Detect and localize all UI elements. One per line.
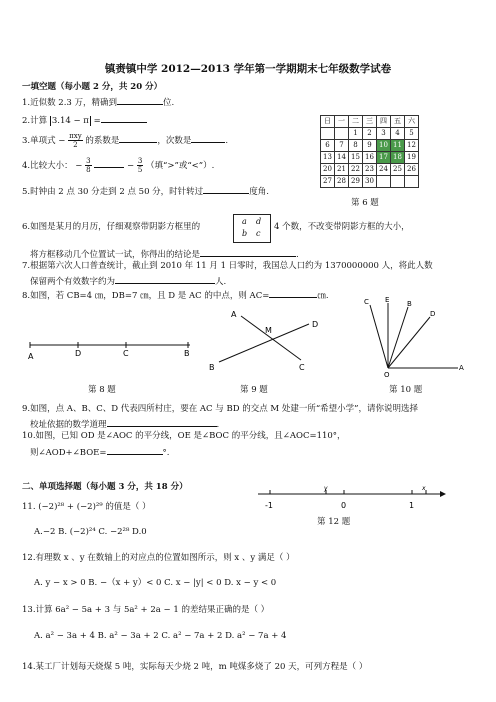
fig9-segment-ac <box>241 316 301 360</box>
calendar-table <box>320 115 419 188</box>
fig10-ray-ob <box>388 307 408 368</box>
q9-text: 校址依据的数学道理 <box>30 420 107 430</box>
fig9-label-a: A <box>231 310 237 319</box>
question-2 <box>22 113 147 127</box>
fig8-label-c: C <box>123 349 129 358</box>
calendar-row <box>321 176 419 188</box>
exam-title: 镇赉镇中学 2012—2013 学年第一学期期末七年级数学试卷 <box>104 63 392 75</box>
question-14-stem: 14.某工厂计划每天烧煤 5 吨，实际每天少烧 2 吨，m 吨煤多烧了 20 天，可列方程是（ ） <box>22 662 368 672</box>
q3-fraction-num: πxy <box>69 132 82 140</box>
fig10-label-e: E <box>385 296 390 304</box>
q4-answer-blank[interactable] <box>94 158 124 168</box>
calendar-row <box>321 128 419 140</box>
q3-fraction <box>68 132 83 149</box>
calendar-cell: 9 <box>363 140 377 152</box>
q10-text: 则∠AOD+∠BOE= <box>30 448 107 458</box>
question-10-line2 <box>30 445 169 459</box>
figure-8 <box>26 335 196 363</box>
q7-text: 保留两个有效数字约为 <box>30 277 116 287</box>
question-8 <box>22 288 329 302</box>
q6-box-b: b <box>242 229 248 238</box>
fig10-ray-oc <box>370 305 388 368</box>
fig9-label-b: B <box>209 363 215 372</box>
question-7-line1: 7.根据第六次人口普查统计，截止到 2010 年 11 月 1 日零时，我国总人口约为 1370000000 人，将此人数 <box>22 261 433 271</box>
fig9-label-c: C <box>299 363 305 372</box>
calendar-cell: 3 <box>377 128 391 140</box>
q4-f2-num: 3 <box>137 157 143 165</box>
calendar-head-cell: 四 <box>377 116 391 128</box>
fig10-label-d: D <box>430 310 436 318</box>
q6-box <box>233 214 271 243</box>
calendar-cell-shaded: 18 <box>391 152 405 164</box>
q6-box-c: c <box>256 229 261 238</box>
label-0: 0 <box>341 501 347 510</box>
q3-fraction-den: 2 <box>73 141 78 149</box>
section-single-choice: 二、单项选择题（每小题 3 分，共 18 分） <box>22 482 188 492</box>
figure-10 <box>360 295 470 380</box>
calendar-cell: 28 <box>335 176 349 188</box>
calendar-cell: 25 <box>391 164 405 176</box>
calendar-row <box>321 140 419 152</box>
q2-answer-blank[interactable] <box>101 113 147 123</box>
calendar-head-cell: 五 <box>391 116 405 128</box>
calendar-cell: 19 <box>405 152 419 164</box>
calendar-cell: 29 <box>349 176 363 188</box>
calendar-cell-shaded: 17 <box>377 152 391 164</box>
q10-end: °. <box>162 448 170 458</box>
calendar-head-cell: 六 <box>405 116 419 128</box>
fig10-label-b: B <box>407 300 412 308</box>
question-11-options[interactable]: A.−2 B. (−2)²⁴ C. −2²⁸ D.0 <box>34 527 147 537</box>
question-12-stem: 12.有理数 x 、y 在数轴上的对应点的位置如图所示，则 x 、y 满足（ ） <box>22 553 295 563</box>
q6-box-d: d <box>256 217 262 226</box>
calendar-cell: 4 <box>391 128 405 140</box>
section-fill-blank: 一填空题（每小题 2 分，共 20 分） <box>22 82 163 92</box>
q3-degree-blank[interactable] <box>191 133 225 143</box>
calendar-cell <box>335 128 349 140</box>
question-5 <box>22 184 269 198</box>
calendar-cell: 1 <box>349 128 363 140</box>
q4-f2-den: 5 <box>137 166 143 174</box>
calendar-cell: 22 <box>349 164 363 176</box>
calendar-cell <box>321 128 335 140</box>
question-11-stem: 11. (−2)²⁸ + (−2)²⁹ 的值是（ ） <box>22 502 151 512</box>
calendar-cell: 5 <box>405 128 419 140</box>
calendar-cell: 13 <box>321 152 335 164</box>
q9-end: . <box>216 420 220 430</box>
calendar-cell <box>405 176 419 188</box>
fig10-label-c: C <box>364 298 369 306</box>
calendar-cell-shaded: 11 <box>391 140 405 152</box>
calendar-cell-shaded: 10 <box>377 140 391 152</box>
q7-end: 人. <box>215 277 227 287</box>
fig9-caption: 第 9 题 <box>240 385 268 395</box>
fig8-caption: 第 8 题 <box>88 385 116 395</box>
q8-end: ㎝. <box>317 291 329 301</box>
question-4 <box>22 157 214 174</box>
q8-answer-blank[interactable] <box>269 288 317 298</box>
calendar-cell: 30 <box>363 176 377 188</box>
fig10-label-a: A <box>459 364 464 372</box>
q6-text: 将方框移动几个位置试一试，你得出的结论是 <box>30 250 201 260</box>
calendar-cell: 6 <box>321 140 335 152</box>
q5-answer-blank[interactable] <box>203 184 249 194</box>
fig8-label-a: A <box>28 352 34 361</box>
calendar-head-cell: 三 <box>363 116 377 128</box>
question-6-line1: 6.如图是某月的月历，仔细观察带阴影方框里的 <box>22 222 201 232</box>
q2-eq: = <box>93 116 101 126</box>
question-7-line2 <box>30 274 226 288</box>
calendar-head-cell: 一 <box>335 116 349 128</box>
figure-9 <box>205 308 330 378</box>
q5-text: 5.时钟由 2 点 30 分走到 2 点 50 分，时针转过 <box>22 187 204 197</box>
q5-end: 度角. <box>249 187 269 197</box>
q6-box-a: a <box>242 217 247 226</box>
fig10-label-o: O <box>384 371 390 379</box>
q4-hint: （填“>”或“<”）. <box>146 161 215 171</box>
calendar-cell: 26 <box>405 164 419 176</box>
calendar-row <box>321 164 419 176</box>
question-13-options[interactable]: A. a² − 3a + 4 B. a² − 3a + 2 C. a² − 7a + 2 D. a² − 7a + 4 <box>34 631 287 641</box>
q1-text-end: 位. <box>163 98 175 108</box>
fig10-ray-od <box>388 317 430 368</box>
q1-answer-blank[interactable] <box>117 95 163 105</box>
label-1: 1 <box>409 501 415 510</box>
calendar-cell: 8 <box>349 140 363 152</box>
calendar-cell: 15 <box>349 152 363 164</box>
calendar-cell <box>391 176 405 188</box>
q4-fraction-1 <box>85 157 91 174</box>
calendar-cell: 21 <box>335 164 349 176</box>
q3-degree-text: ，次数是 <box>157 136 192 146</box>
calendar-cell: 14 <box>335 152 349 164</box>
question-10-line1: 10.如图，已知 OD 是∠AOC 的平分线，OE 是∠BOC 的平分线，且∠AOC=110°， <box>22 431 346 441</box>
label-minus-1: -1 <box>265 501 273 510</box>
calendar-cell: 2 <box>363 128 377 140</box>
question-13-stem: 13.计算 6a² − 5a + 3 与 5a² + 2a − 1 的差结果正确的是（ ） <box>22 605 270 615</box>
fig8-label-d: D <box>75 349 82 358</box>
q4-f1-den: 8 <box>86 166 91 174</box>
calendar-cell: 20 <box>321 164 335 176</box>
fig9-label-d: D <box>312 320 319 329</box>
q4-minus: − <box>127 161 135 171</box>
q3-text: 3.单项式 − <box>22 136 66 146</box>
calendar-cell: 7 <box>335 140 349 152</box>
q3-end: . <box>225 136 229 146</box>
q10-answer-blank[interactable] <box>107 445 163 455</box>
q4-fraction-2 <box>137 157 143 174</box>
question-6-line2 <box>30 247 299 261</box>
calendar-caption: 第 6 题 <box>351 198 379 208</box>
q2-abs-expr: 3.14 − π <box>51 116 89 126</box>
q1-text: 1.近似数 2.3 万，精确到 <box>22 98 118 108</box>
calendar-head-cell: 日 <box>321 116 335 128</box>
label-y: y <box>324 485 328 492</box>
number-line <box>254 484 446 514</box>
question-6-line1b: 4 个数，不改变带阴影方框的大小， <box>274 222 410 232</box>
q7-answer-blank[interactable] <box>115 274 215 284</box>
q4-f1-num: 3 <box>86 157 91 165</box>
calendar-head-cell: 二 <box>349 116 363 128</box>
question-3 <box>22 132 228 149</box>
fig8-label-b: B <box>184 349 190 358</box>
question-9-line1: 9.如图，点 A、B、C、D 代表四所村庄，要在 AC 与 BD 的交点 M 处建一所“希望小学”，请你说明选择 <box>22 404 419 414</box>
q2-text: 2.计算 <box>22 116 48 126</box>
number-line-arrow <box>440 491 446 497</box>
q8-text: 8.如图，若 CB=4 ㎝，DB=7 ㎝，且 D 是 AC 的中点，则 AC= <box>22 291 270 301</box>
calendar-header-row <box>321 116 419 128</box>
fig10-caption: 第 10 题 <box>389 385 423 395</box>
q6-answer-blank[interactable] <box>200 247 296 257</box>
q3-coef-text: 的系数是 <box>85 136 120 146</box>
calendar-cell <box>377 176 391 188</box>
calendar-cell: 23 <box>363 164 377 176</box>
q3-coef-blank[interactable] <box>119 133 157 143</box>
calendar-cell: 16 <box>363 152 377 164</box>
label-x: x <box>422 485 426 492</box>
numberline-caption: 第 12 题 <box>317 517 351 527</box>
q6-end: . <box>296 250 299 260</box>
calendar-cell: 12 <box>405 140 419 152</box>
calendar-row <box>321 152 419 164</box>
question-12-options[interactable]: A. y − x > 0 B. −（x + y）< 0 C. x − |y| < 0 D. x − y < 0 <box>34 578 277 588</box>
question-9-line2 <box>30 417 219 431</box>
q4-text: 4.比较大小： − <box>22 161 83 171</box>
calendar-cell: 27 <box>321 176 335 188</box>
question-1 <box>22 95 174 109</box>
calendar-cell: 24 <box>377 164 391 176</box>
q9-answer-blank[interactable] <box>107 417 217 427</box>
fig9-label-m: M <box>265 326 272 335</box>
